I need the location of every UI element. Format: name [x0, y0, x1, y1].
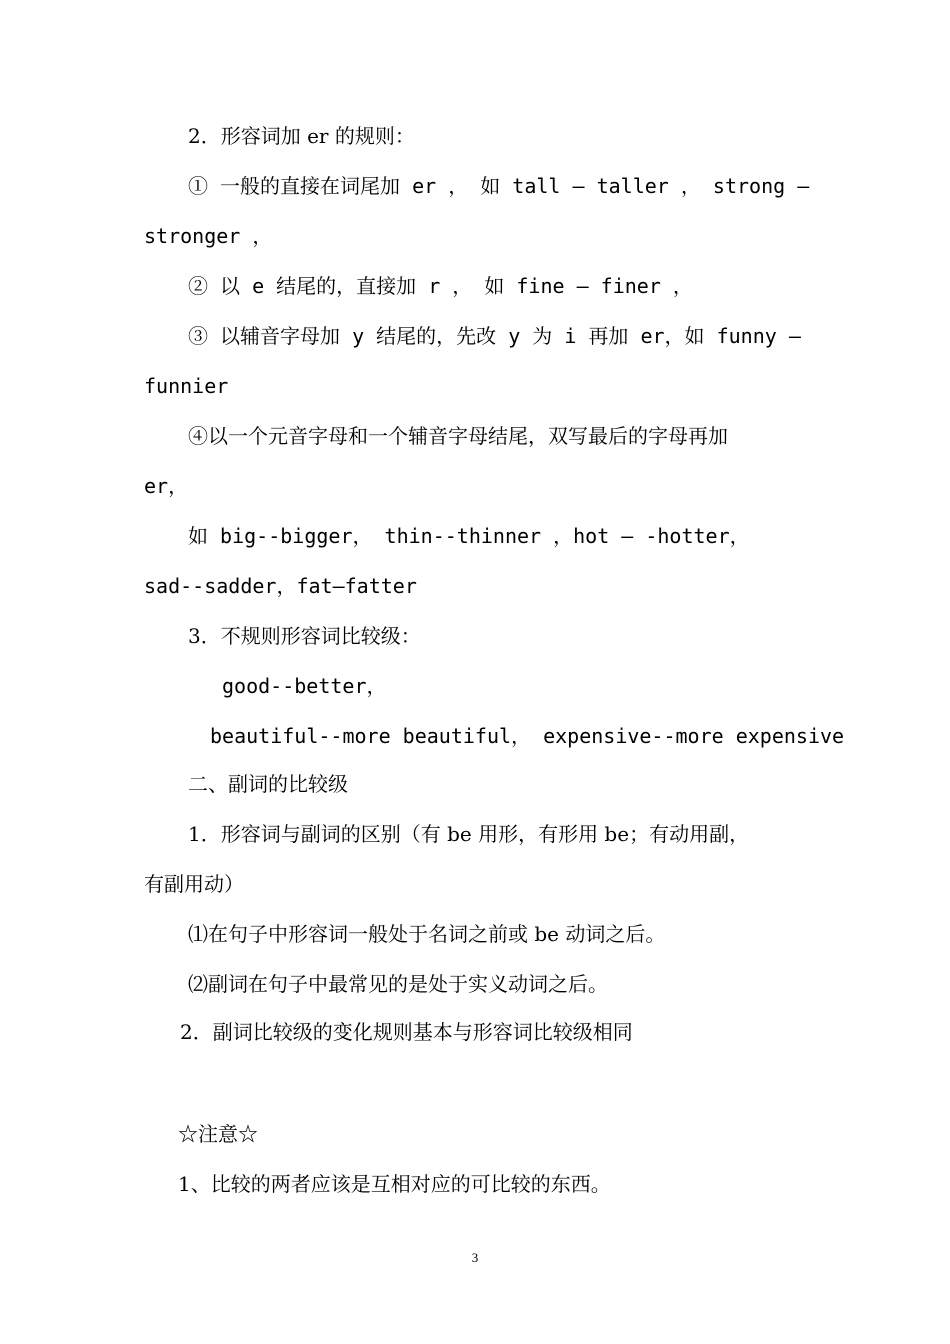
rule-4-examples-line-2: sad--sadder，fat—fatter	[144, 574, 417, 598]
rule-4-examples-line-1: 如 big--bigger， thin--thinner ，hot – -hotter，	[188, 524, 750, 548]
rule-4-line-2: er，	[144, 474, 189, 498]
adj-adv-difference-line-1: 1．形容词与副词的区别（有 be 用形，有形用 be；有动用副，	[188, 822, 750, 846]
rule-1-line-2: stronger ，	[144, 224, 273, 248]
page-number: 3	[471, 1250, 479, 1265]
irregular-heading: 3．不规则形容词比较级：	[188, 624, 421, 648]
irregular-example-1: good--better，	[222, 674, 387, 698]
adj-er-rules-heading: 2．形容词加 er 的规则：	[188, 124, 415, 148]
adv-comparative-rule: 2．副词比较级的变化规则基本与形容词比较级相同	[180, 1020, 633, 1044]
adj-adv-difference-line-2: 有副用动）	[144, 872, 244, 896]
irregular-example-2: beautiful--more beautiful， expensive--more expensive	[210, 724, 845, 748]
adverb-section-heading: 二、副词的比较级	[188, 772, 348, 796]
attention-point-1: 1、比较的两者应该是互相对应的可比较的东西。	[178, 1172, 611, 1196]
attention-heading: ☆注意☆	[178, 1122, 258, 1146]
adv-position-note: ⑵副词在句子中最常见的是处于实义动词之后。	[188, 972, 608, 996]
adj-position-note: ⑴在句子中形容词一般处于名词之前或 be 动词之后。	[188, 922, 666, 946]
rule-3-line-1: ③ 以辅音字母加 y 结尾的，先改 y 为 i 再加 er，如 funny –	[188, 324, 801, 348]
rule-4-line-1: ④以一个元音字母和一个辅音字母结尾，双写最后的字母再加	[188, 424, 728, 448]
rule-3-line-2: funnier	[144, 374, 229, 398]
rule-1-line-1: ① 一般的直接在词尾加 er ， 如 tall – taller ， strong –	[188, 174, 810, 198]
rule-2-line: ② 以 e 结尾的，直接加 r ， 如 fine – finer ，	[188, 274, 693, 298]
